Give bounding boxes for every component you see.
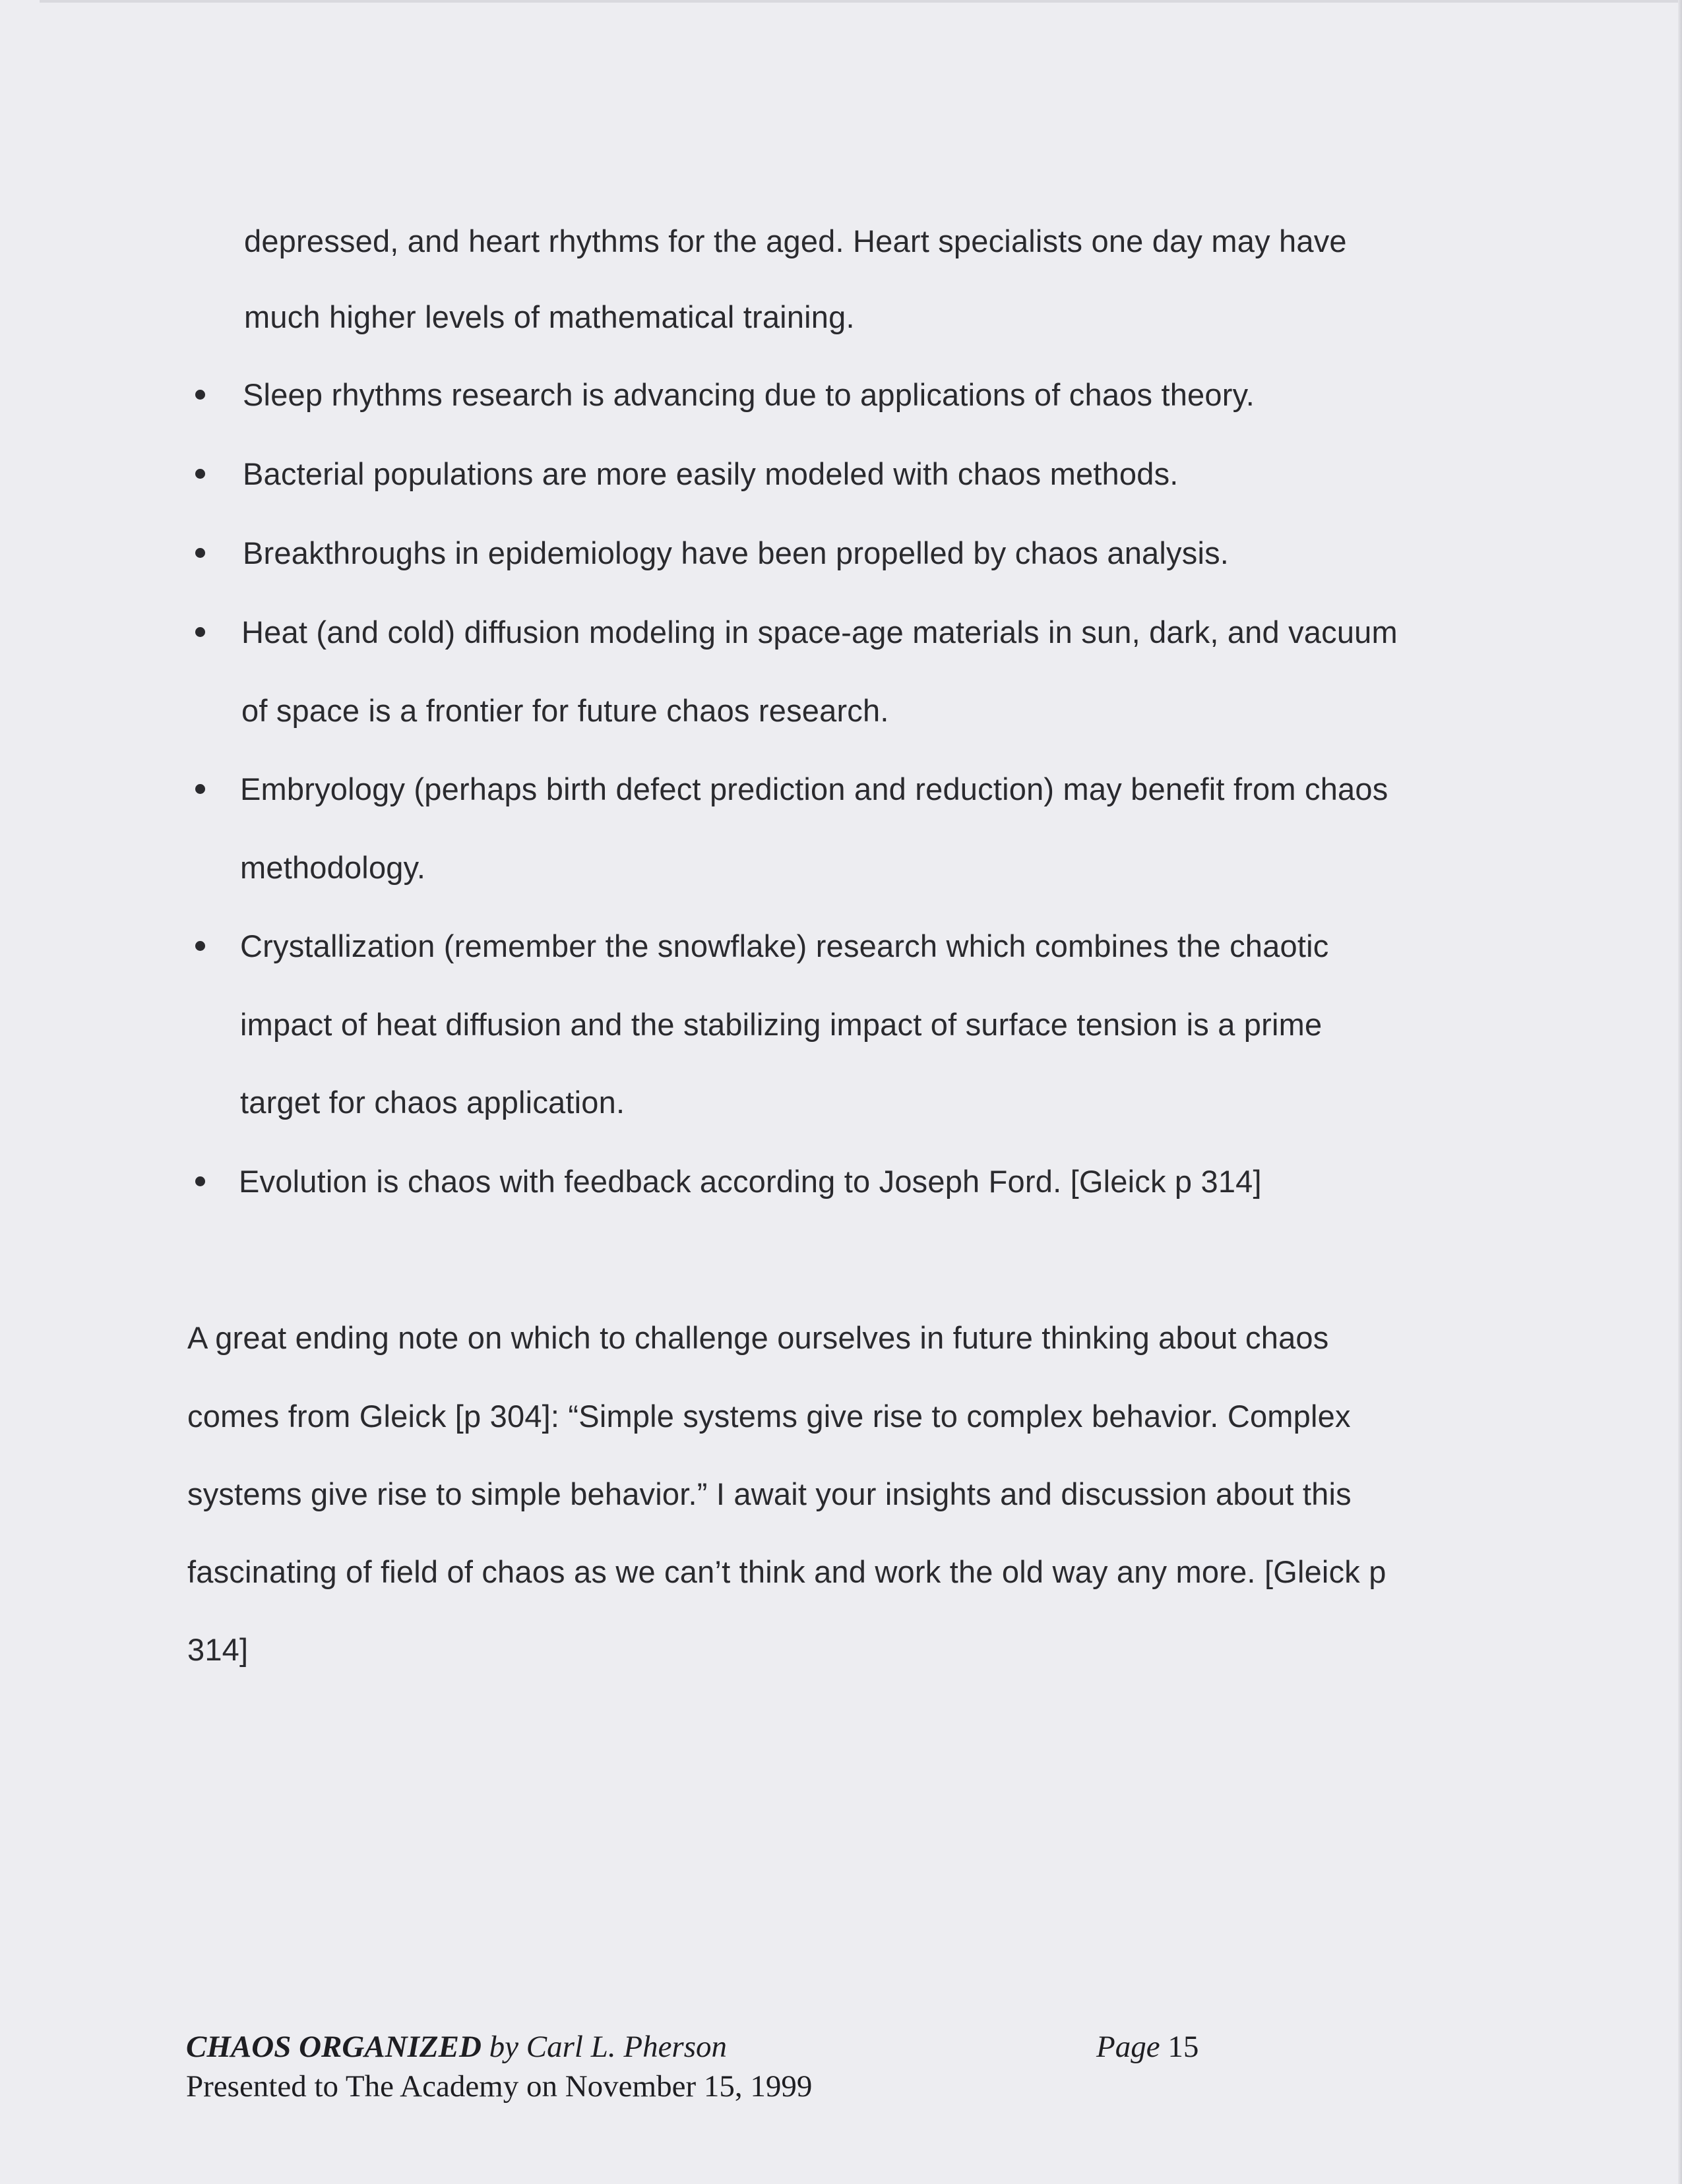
bullet-item-line: methodology. — [240, 850, 426, 885]
bullet-item-line: of space is a frontier for future chaos research. — [241, 693, 889, 728]
bullet-dot — [195, 627, 205, 637]
footer-presented: Presented to The Academy on November 15, 1999 — [186, 2069, 813, 2104]
bullet-item-line: impact of heat diffusion and the stabilizing impact of surface tension is a prime — [240, 1007, 1323, 1042]
footer-title-line — [186, 2028, 727, 2065]
page-right-edge — [1678, 0, 1682, 2184]
footer-author: by Carl L. Pherson — [481, 2030, 728, 2064]
closing-paragraph-line: A great ending note on which to challenge ourselves in future thinking about chaos — [187, 1320, 1329, 1355]
page-top-edge — [40, 0, 1682, 3]
intro-line: much higher levels of mathematical training. — [244, 299, 855, 334]
footer-title: CHAOS ORGANIZED — [186, 2030, 482, 2064]
closing-paragraph-line: comes from Gleick [p 304]: “Simple systems give rise to complex behavior. Complex — [187, 1399, 1351, 1434]
bullet-item-line: Breakthroughs in epidemiology have been propelled by chaos analysis. — [243, 535, 1230, 570]
bullet-dot — [195, 469, 205, 479]
bullet-item-line: target for chaos application. — [240, 1085, 625, 1120]
bullet-dot — [195, 1176, 205, 1186]
bullet-item-line: Evolution is chaos with feedback according to Joseph Ford. [Gleick p 314] — [239, 1164, 1262, 1199]
bullet-item-line: Bacterial populations are more easily modeled with chaos methods. — [243, 456, 1179, 491]
bullet-item-line: Embryology (perhaps birth defect prediction and reduction) may benefit from chaos — [240, 772, 1388, 806]
intro-line: depressed, and heart rhythms for the aged. Heart specialists one day may have — [244, 224, 1347, 258]
bullet-item-line: Heat (and cold) diffusion modeling in space-age materials in sun, dark, and vacuum — [241, 615, 1398, 650]
footer-page — [1096, 2028, 1199, 2065]
footer-page-number: 15 — [1160, 2030, 1199, 2064]
bullet-dot — [195, 390, 205, 400]
closing-paragraph-line: fascinating of field of chaos as we can’t think and work the old way any more. [Gleick p — [187, 1554, 1386, 1589]
bullet-dot — [195, 941, 205, 951]
bullet-item-line: Sleep rhythms research is advancing due to applications of chaos theory. — [243, 377, 1255, 412]
bullet-item-line: Crystallization (remember the snowflake) research which combines the chaotic — [240, 928, 1329, 963]
closing-paragraph-line: systems give rise to simple behavior.” I await your insights and discussion about this — [187, 1476, 1352, 1511]
closing-paragraph-line: 314] — [187, 1632, 249, 1667]
bullet-dot — [195, 548, 205, 558]
footer-page-label: Page — [1096, 2030, 1160, 2064]
bullet-dot — [195, 784, 205, 794]
